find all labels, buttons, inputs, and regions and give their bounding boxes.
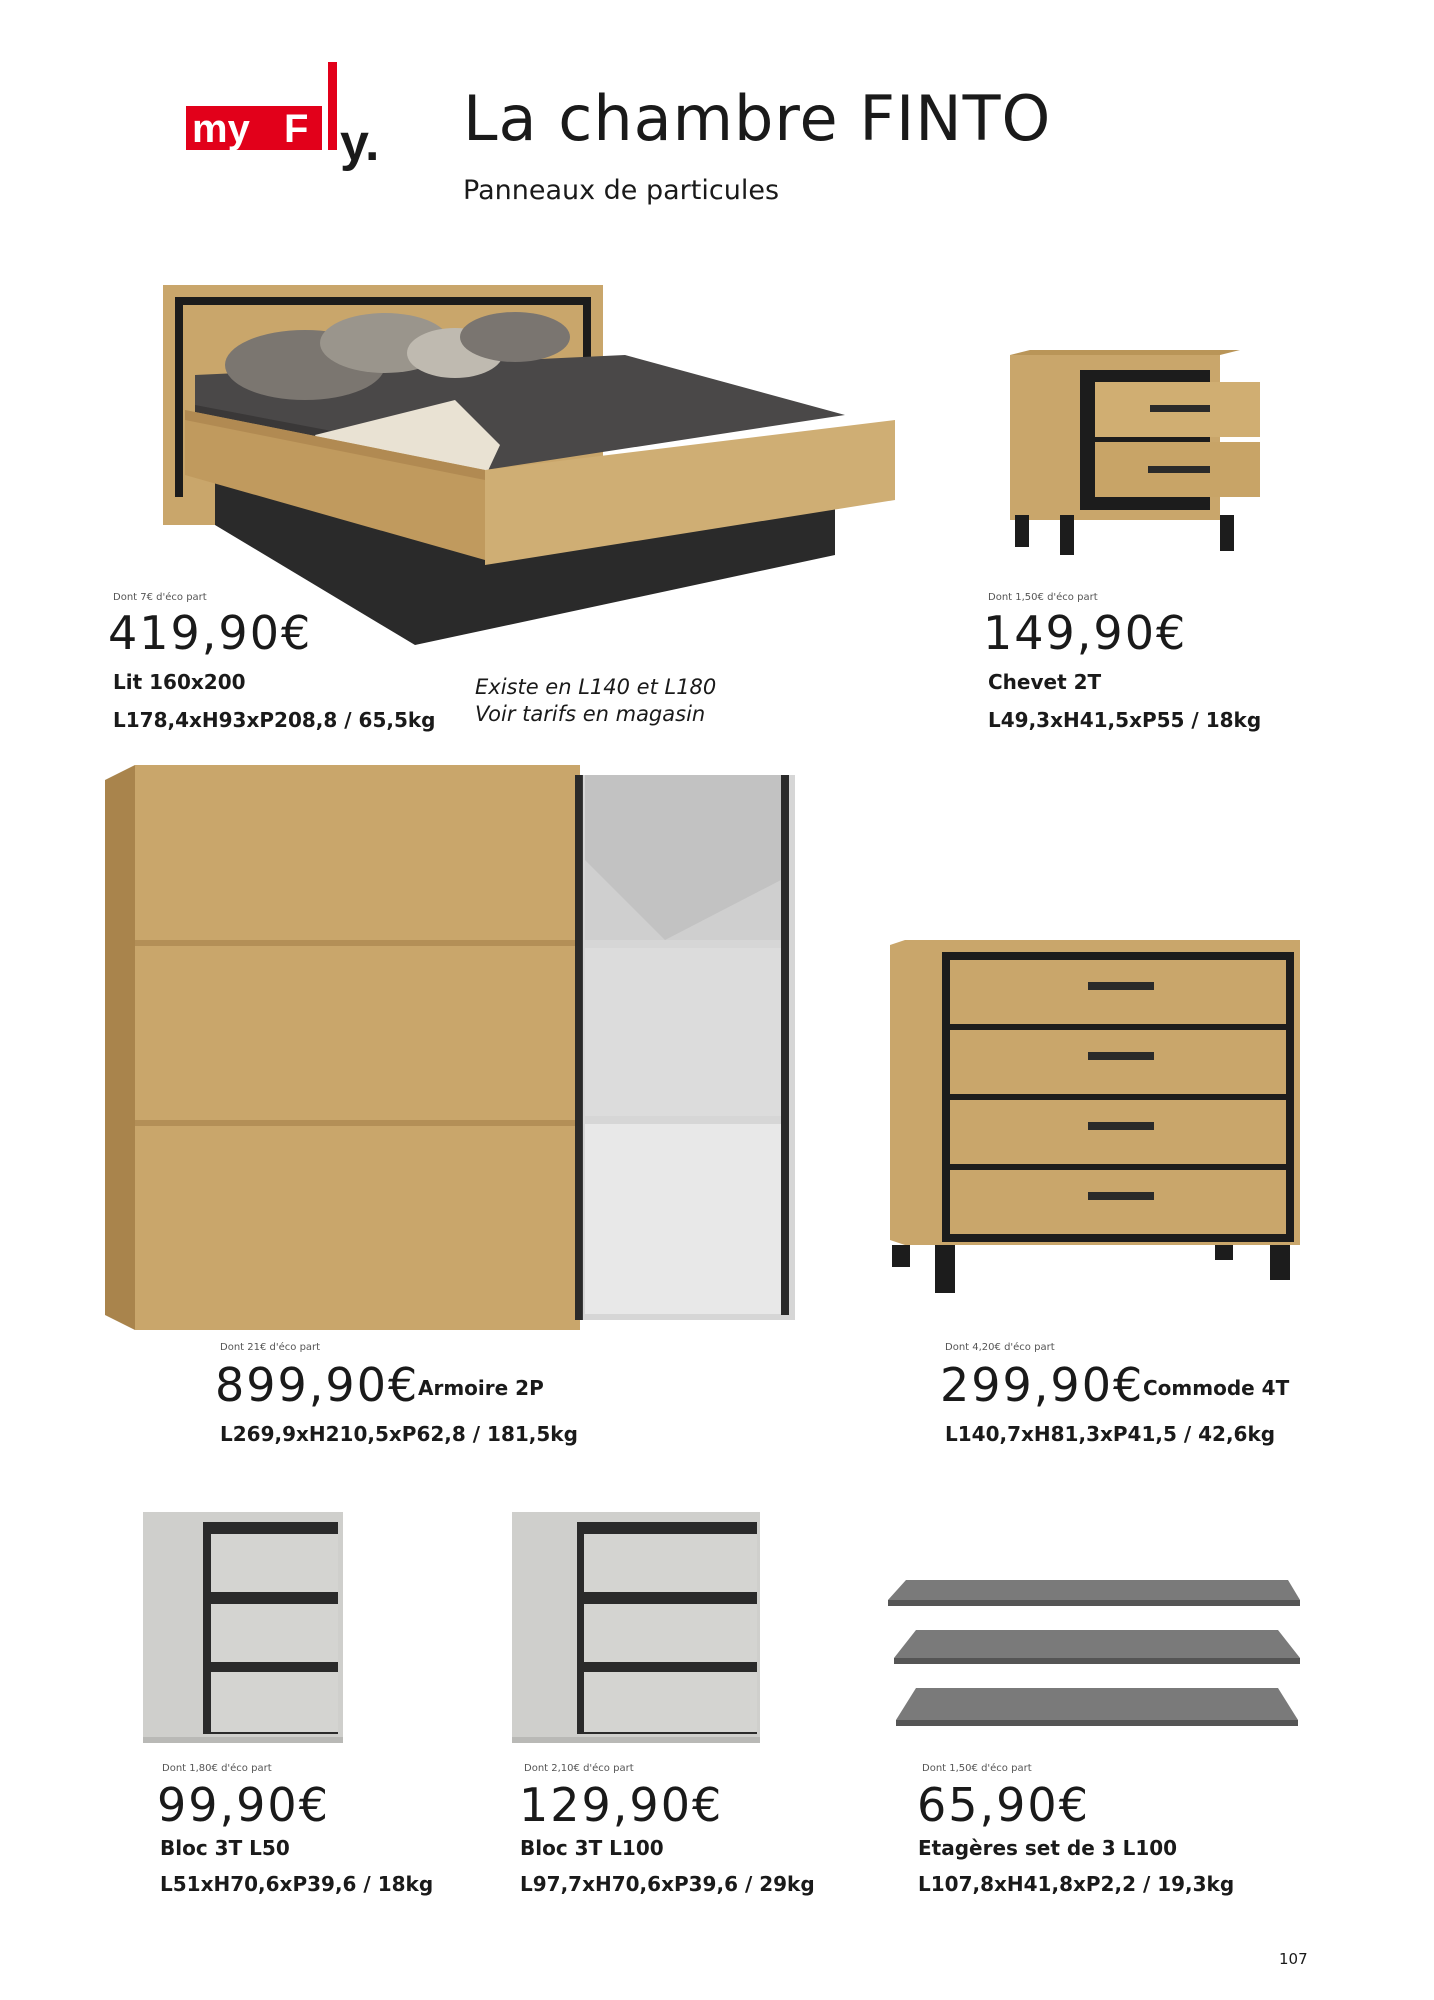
armoire-name: Armoire 2P <box>418 1376 544 1400</box>
lit-note-prices: Voir tarifs en magasin <box>475 702 706 726</box>
armoire-dimensions: L269,9xH210,5xP62,8 / 181,5kg <box>220 1422 578 1446</box>
svg-text:my: my <box>192 107 250 151</box>
page-title: La chambre FINTO <box>463 82 1052 155</box>
shelves-image <box>888 1580 1303 1730</box>
bloc50-eco-part: Dont 1,80€ d'éco part <box>162 1763 272 1774</box>
bloc-l50-image <box>143 1512 348 1744</box>
etageres-price: 65,90€ <box>917 1778 1090 1832</box>
svg-text:F: F <box>284 107 309 151</box>
chevet-eco-part: Dont 1,50€ d'éco part <box>988 592 1098 603</box>
chevet-name: Chevet 2T <box>988 670 1102 694</box>
page-subtitle: Panneaux de particules <box>463 175 780 206</box>
lit-dimensions: L178,4xH93xP208,8 / 65,5kg <box>113 708 436 732</box>
bloc50-price: 99,90€ <box>157 1778 330 1832</box>
lit-eco-part: Dont 7€ d'éco part <box>113 592 207 603</box>
commode-name: Commode 4T <box>1143 1376 1290 1400</box>
nightstand-image <box>1010 350 1260 565</box>
chevet-dimensions: L49,3xH41,5xP55 / 18kg <box>988 708 1262 732</box>
wardrobe-image <box>105 760 795 1335</box>
bloc50-dimensions: L51xH70,6xP39,6 / 18kg <box>160 1872 434 1896</box>
etageres-eco-part: Dont 1,50€ d'éco part <box>922 1763 1032 1774</box>
armoire-price: 899,90€ <box>215 1358 420 1412</box>
myfly-logo <box>186 60 406 180</box>
armoire-eco-part: Dont 21€ d'éco part <box>220 1342 321 1353</box>
etageres-name: Etagères set de 3 L100 <box>918 1836 1178 1860</box>
bloc100-name: Bloc 3T L100 <box>520 1836 664 1860</box>
dresser-image <box>890 940 1300 1295</box>
bloc100-eco-part: Dont 2,10€ d'éco part <box>524 1763 634 1774</box>
svg-text:y.: y. <box>340 114 380 172</box>
lit-note-sizes: Existe en L140 et L180 <box>475 675 717 699</box>
page-number: 107 <box>1279 1950 1308 1968</box>
lit-price: 419,90€ <box>108 606 313 660</box>
bloc50-name: Bloc 3T L50 <box>160 1836 290 1860</box>
bed-image <box>155 265 895 660</box>
bloc-l100-image <box>512 1512 762 1744</box>
commode-eco-part: Dont 4,20€ d'éco part <box>945 1342 1055 1353</box>
bloc100-price: 129,90€ <box>519 1778 724 1832</box>
commode-dimensions: L140,7xH81,3xP41,5 / 42,6kg <box>945 1422 1276 1446</box>
bloc100-dimensions: L97,7xH70,6xP39,6 / 29kg <box>520 1872 815 1896</box>
etageres-dimensions: L107,8xH41,8xP2,2 / 19,3kg <box>918 1872 1235 1896</box>
commode-price: 299,90€ <box>940 1358 1145 1412</box>
lit-name: Lit 160x200 <box>113 670 246 694</box>
chevet-price: 149,90€ <box>983 606 1188 660</box>
